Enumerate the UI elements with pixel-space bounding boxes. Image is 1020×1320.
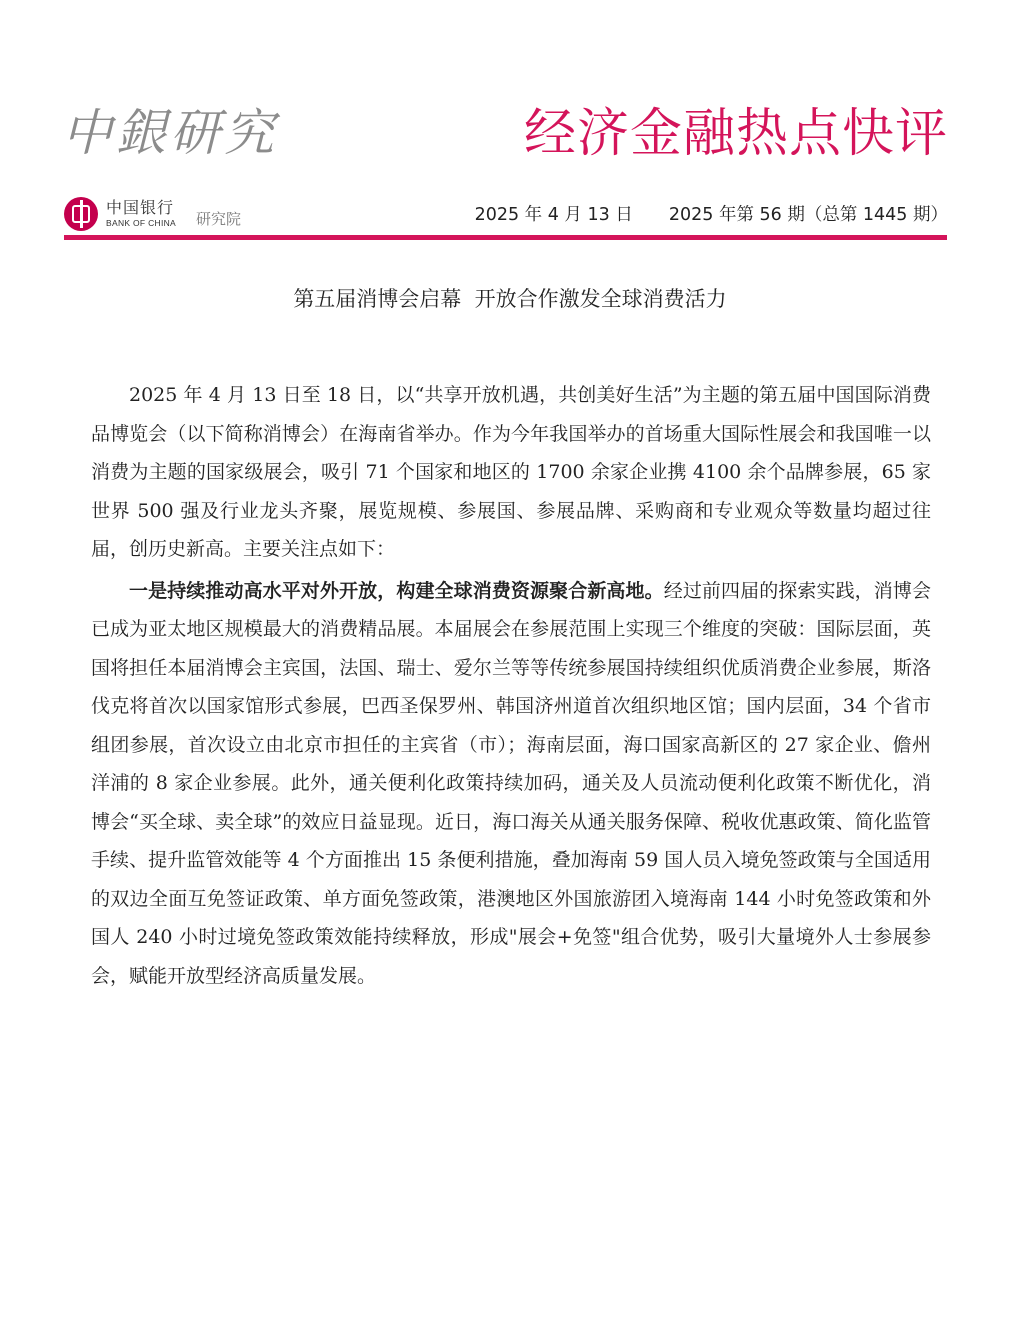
paragraph-text: 经过前四届的探索实践，消博会已成为亚太地区规模最大的消费精品展。本届展会在参展范围上实现三个维度的突破：国际层面，英国将担任本届消博会主宾国，法国、瑞士、爱尔兰等等传统参展国持续组织优质消费企业参展，斯洛伐克将首次以国家馆形式参展，巴西圣保罗州、韩国济州道首次组织地区馆；国内层面，34 个省市组团参展，首次设立由北京市担任的主宾省（市）；海南层面，海口国家高新区的 27 家企业、儋州洋浦的 8 家企业参展。此外，通关便利化政策持续加码，通关及人员流动便利化政策不断优化，消博会“买全球、卖全球”的效应日益显现。近日，海口海关从通关服务保障、税收优惠政策、简化监管手续、提升监管效能等 4 个方面推出 15 条便利措施，叠加海南 59 国人员入境免签政策与全国适用的双边全面互免签证政策、单方面免签政策，港澳地区外国旅游团入境海南 144 小时免签政策和外国人 240 小时过境免签政策效能持续释放，形成"展会+免签"组合优势，吸引大量境外人士参展参会，赋能开放型经济高质量发展。: [91, 579, 931, 987]
article-body: [91, 376, 931, 995]
bank-of-china-logo-icon: [64, 197, 98, 231]
bank-name-block: [106, 200, 176, 228]
institute-label: 研究院: [196, 209, 242, 228]
bank-name-cn: 中国银行: [106, 198, 175, 218]
header-divider: [64, 235, 947, 240]
bank-name-en: BANK OF CHINA: [106, 218, 177, 229]
bank-logo-row: [64, 194, 241, 234]
issue-number: 2025 年第 56 期（总第 1445 期）: [668, 205, 948, 225]
article-paragraph-2: [91, 572, 931, 996]
issue-date: 2025 年 4 月 13 日: [474, 205, 633, 225]
issue-info: [475, 201, 948, 226]
paragraph-text: 2025 年 4 月 13 日至 18 日，以“共享开放机遇，共创美好生活”为主题的第五届中国国际消费品博览会（以下简称消博会）在海南省举办。作为今年我国举办的首场重大国际性展会和我国唯一以消费为主题的国家级展会，吸引 71 个国家和地区的 1700 余家企业携 4100 余个品牌参展，65 家世界 500 强及行业龙头齐聚，展览规模、参展国、参展品牌、采购商和专业观众等数量均超过往届，创历史新高。主要关注点如下：: [91, 384, 931, 560]
calligraphy-logo: 中銀研究: [62, 104, 278, 162]
article-paragraph-1: [91, 376, 931, 569]
paragraph-lead: 一是持续推动高水平对外开放，构建全球消费资源聚合新高地。: [129, 579, 664, 602]
report-title: 经济金融热点快评: [523, 104, 948, 164]
article-title: 第五届消博会启幕 开放合作激发全球消费活力: [293, 287, 727, 311]
